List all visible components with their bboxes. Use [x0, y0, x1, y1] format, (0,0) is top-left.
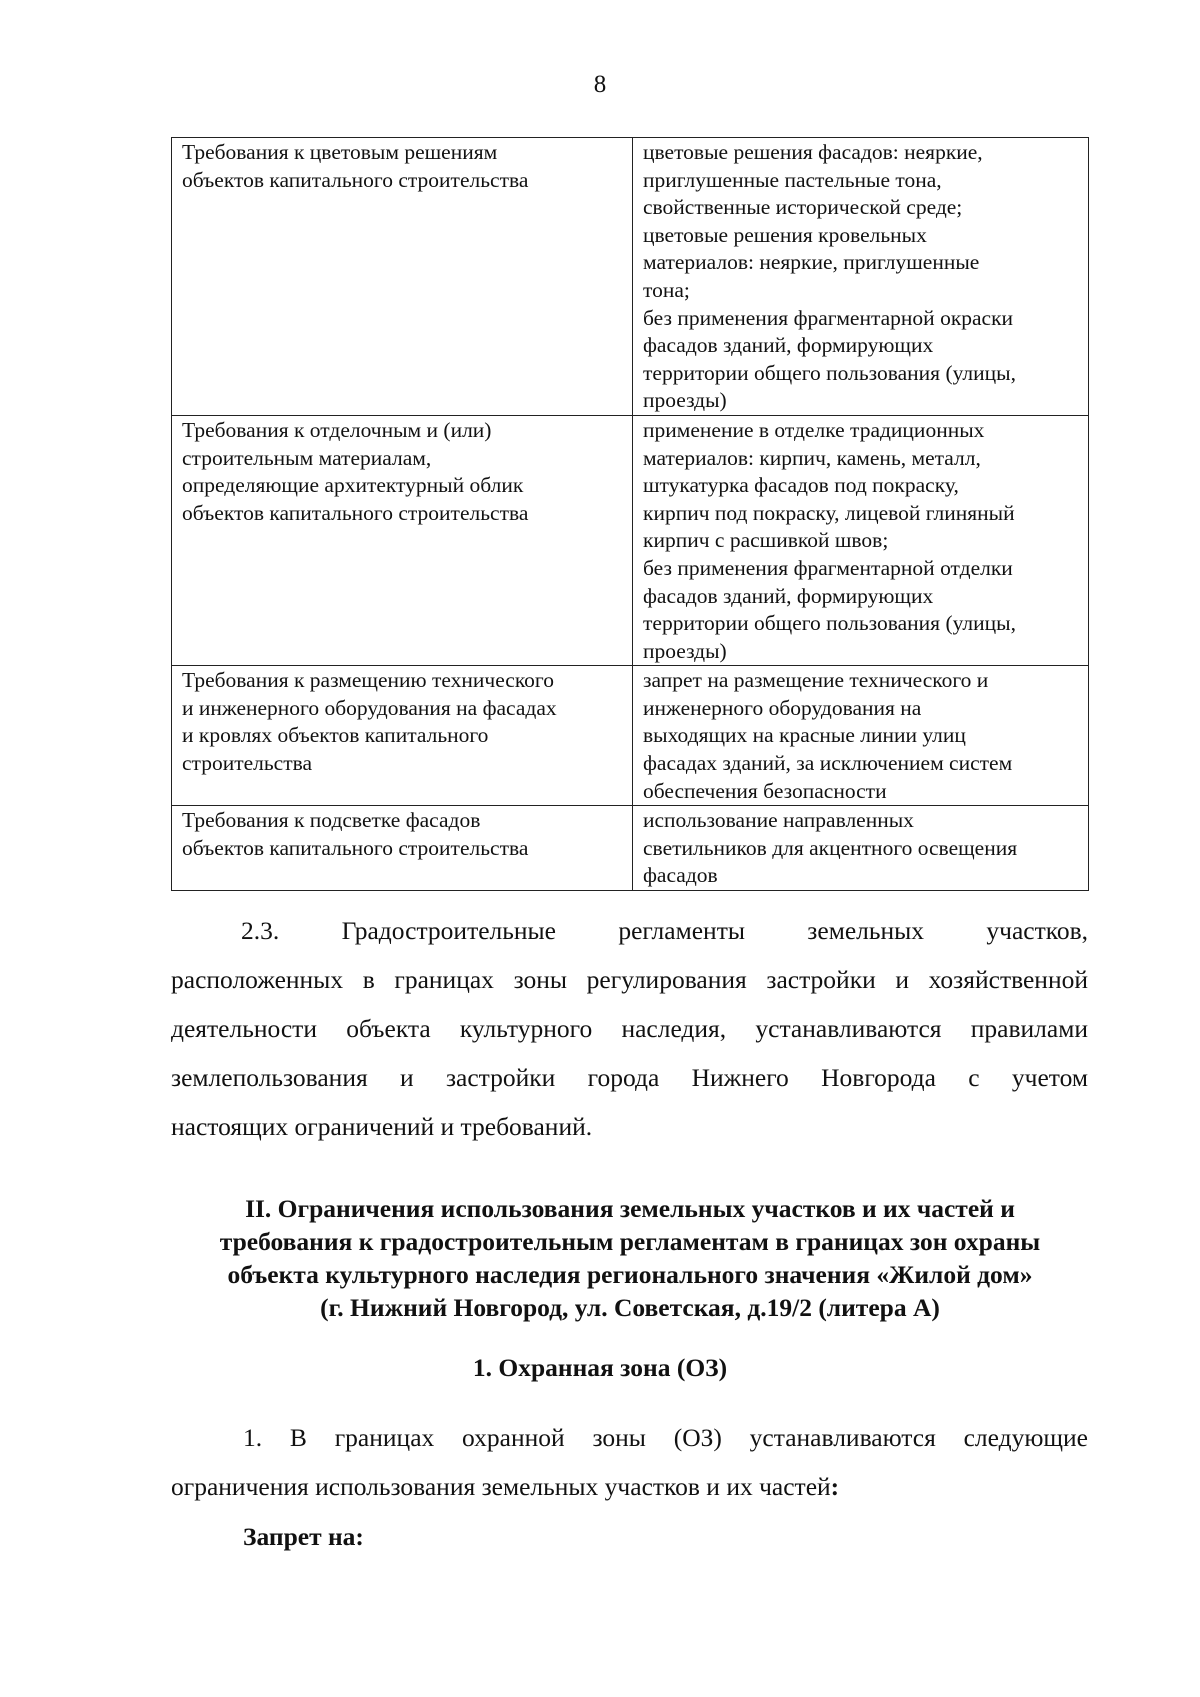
paragraph-line: землепользования и застройки города Нижнего Новгорода с учетом: [171, 1063, 1088, 1092]
paragraph-2-3: [171, 906, 1088, 1151]
table-row: [172, 666, 1089, 806]
table-row: [172, 138, 1089, 416]
heading-line: II. Ограничения использования земельных участков и их частей и: [245, 1194, 1015, 1223]
table-row: [172, 415, 1089, 665]
requirement-cell: [172, 666, 633, 806]
value-cell: [633, 666, 1089, 806]
value-cell: [633, 415, 1089, 665]
paragraph-line: настоящих ограничений и требований.: [171, 1112, 593, 1141]
prohibition-label: Запрет на:: [243, 1522, 364, 1551]
paragraph-colon: :: [830, 1472, 840, 1501]
paragraph-line: расположенных в границах зоны регулирования застройки и хозяйственной: [171, 965, 1088, 994]
heading-line: (г. Нижний Новгород, ул. Советская, д.19/2 (литера А): [320, 1293, 940, 1322]
value-text: использование направленных светильников для акцентного освещения фасадов: [643, 808, 1018, 888]
heading-line: требования к градостроительным регламентам в границах зон охраны: [219, 1227, 1041, 1256]
requirements-table: [171, 137, 1089, 891]
value-text: цветовые решения фасадов: неяркие, приглушенные пастельные тона, свойственные исторической среде; цветовые решения кровельных материалов: неяркие, приглушенные тона; без применения фрагментарной окраски фасадов зданий, формирующих территории общего пользования (улицы, проезды): [643, 140, 1016, 413]
requirement-text: Требования к цветовым решениям объектов капитального строительства: [182, 140, 529, 192]
value-cell: [633, 806, 1089, 891]
page-number: 8: [593, 71, 607, 98]
value-text: запрет на размещение технического и инженерного оборудования на выходящих на красные линии улиц фасадах зданий, за исключением систем обеспечения безопасности: [643, 668, 1013, 803]
table-row: [172, 806, 1089, 891]
paragraph-line: 2.3. Градостроительные регламенты земельных участков,: [241, 916, 1088, 945]
requirement-cell: [172, 415, 633, 665]
requirement-text: Требования к подсветке фасадов объектов капитального строительства: [182, 808, 529, 860]
paragraph-line: 1. В границах охранной зоны (ОЗ) устанавливаются следующие: [243, 1423, 1088, 1452]
requirement-text: Требования к размещению технического и инженерного оборудования на фасадах и кровлях объектов капитального строительства: [182, 668, 557, 776]
paragraph-line: [171, 1462, 1088, 1511]
paragraph-oz: [171, 1413, 1088, 1511]
paragraph-line: деятельности объекта культурного наследия, устанавливаются правилами: [171, 1014, 1088, 1043]
value-cell: [633, 138, 1089, 416]
requirement-cell: [172, 806, 633, 891]
paragraph-line-text: ограничения использования земельных участков и их частей: [171, 1472, 831, 1501]
heading-line: объекта культурного наследия регионального значения «Жилой дом»: [227, 1260, 1033, 1289]
value-text: применение в отделке традиционных материалов: кирпич, камень, металл, штукатурка фасадов под покраску, кирпич под покраску, лицевой глиняный кирпич с расшивкой швов; без применения фрагментарной отделки фасадов зданий, формирующих территории общего пользования (улицы, проезды): [643, 417, 1016, 663]
requirement-text: Требования к отделочным и (или) строительным материалам, определяющие архитектурный облик объектов капитального строительства: [182, 417, 529, 525]
section-heading: [150, 1192, 1110, 1324]
zone-heading: 1. Охранная зона (ОЗ): [472, 1353, 728, 1382]
requirement-cell: [172, 138, 633, 416]
